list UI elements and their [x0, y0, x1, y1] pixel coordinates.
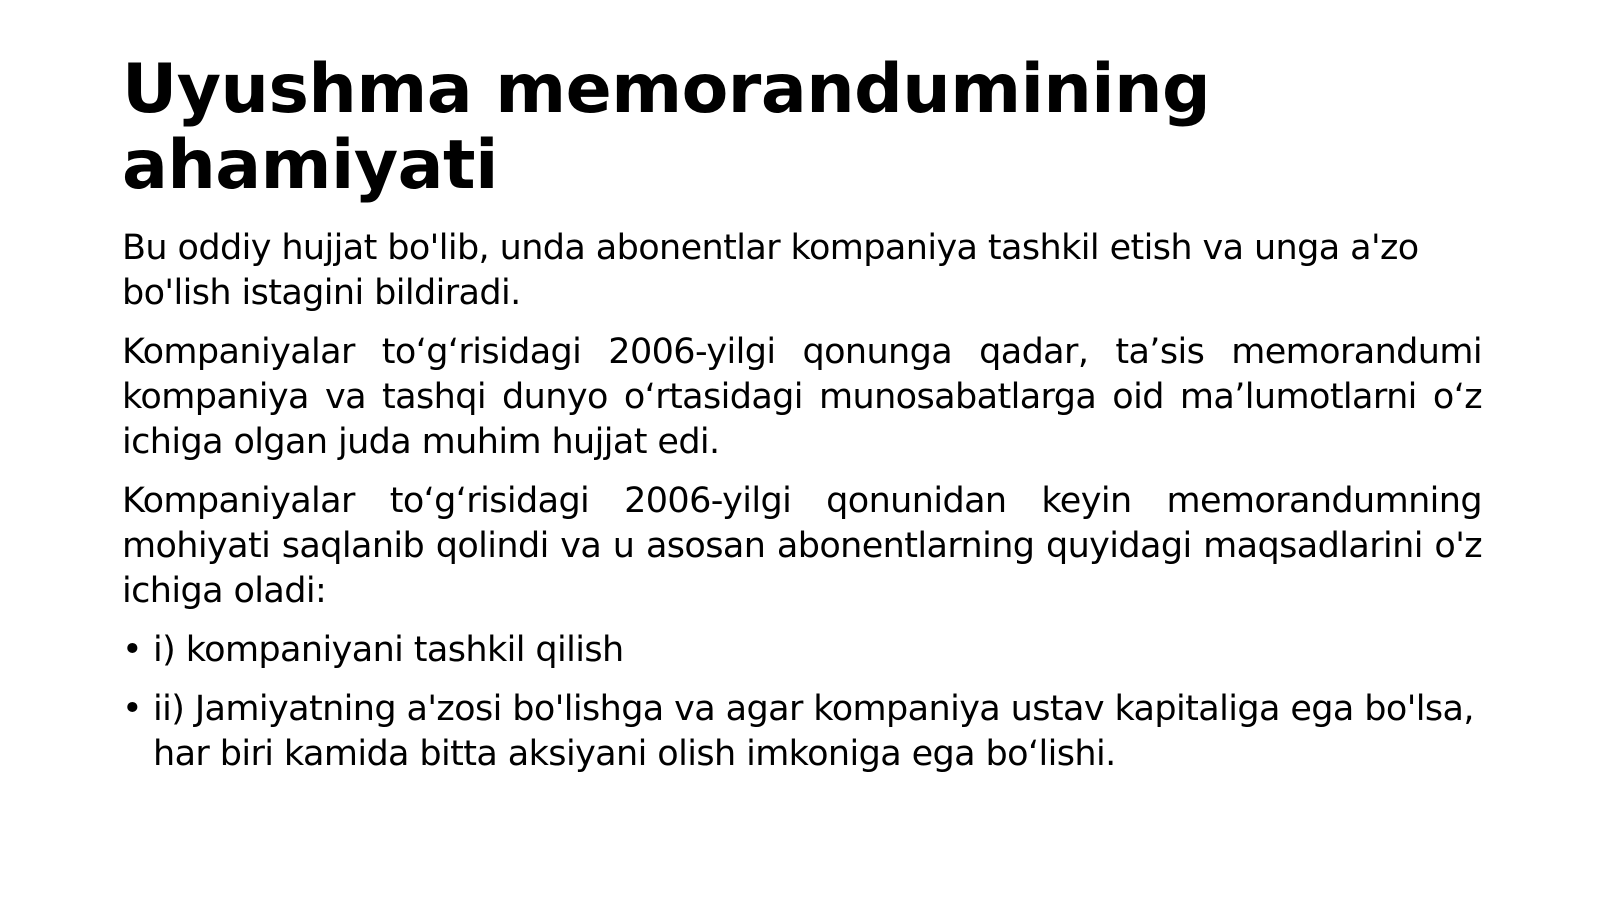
paragraph-after-2006: Kompaniyalar to‘g‘risidagi 2006-yilgi qonunidan keyin memorandumning mohiyati saqlanib qolindi va u asosan abonentlarning quyidagi maqsadlarini o'z ichiga oladi: [122, 481, 1482, 611]
bullet-dot-icon: • [122, 689, 143, 729]
bullet-list [122, 628, 1482, 777]
bullet-item-form-company [122, 628, 1482, 673]
paragraph-intro: Bu oddiy hujjat bo'lib, unda abonentlar kompaniya tashkil etish va unga a'zo bo'lish istagini bildiradi. [122, 228, 1419, 313]
paragraph-before-2006: Kompaniyalar to‘g‘risidagi 2006-yilgi qonunga qadar, ta’sis memorandumi kompaniya va tashqi dunyo o‘rtasidagi munosabatlarga oid ma’lumotlarni o‘z ichiga olgan juda muhim hujjat edi. [122, 332, 1482, 462]
bullet-text: i) kompaniyani tashkil qilish [153, 630, 624, 670]
slide-body [122, 226, 1482, 791]
bullet-dot-icon: • [122, 630, 143, 670]
slide-title: Uyushma memorandumining ahamiyati [122, 50, 1211, 205]
bullet-item-membership [122, 687, 1482, 777]
bullet-text: ii) Jamiyatning a'zosi bo'lishga va agar kompaniya ustav kapitaliga ega bo'lsa, har biri kamida bitta aksiyani olish imkoniga ega bo‘lishi. [153, 689, 1474, 774]
